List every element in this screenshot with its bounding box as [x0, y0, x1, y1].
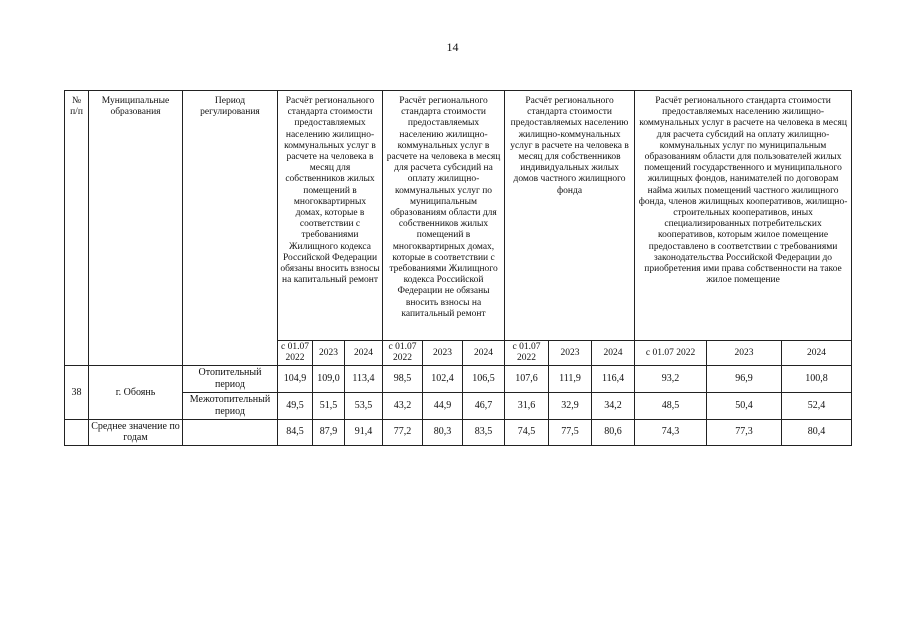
value-cell: 111,9 — [549, 366, 592, 393]
year-cell: 2024 — [463, 341, 505, 366]
value-cell: 80,3 — [423, 419, 463, 446]
empty-cell — [183, 419, 278, 446]
value-cell: 53,5 — [345, 393, 383, 420]
year-cell: 2023 — [549, 341, 592, 366]
value-cell: 91,4 — [345, 419, 383, 446]
value-cell: 51,5 — [313, 393, 345, 420]
value-cell: 34,2 — [592, 393, 635, 420]
value-cell: 74,5 — [505, 419, 549, 446]
value-cell: 83,5 — [463, 419, 505, 446]
year-cell: 2023 — [423, 341, 463, 366]
header-group-3: Расчёт регионального стандарта стоимости предоставляемых населению жилищно-коммунальных услуг в расчете на человека в месяц для собственников индивидуальных жилых домов частного жилищного фонда — [505, 91, 635, 341]
value-cell: 77,3 — [707, 419, 782, 446]
year-cell: 2024 — [345, 341, 383, 366]
value-cell: 43,2 — [383, 393, 423, 420]
value-cell: 32,9 — [549, 393, 592, 420]
value-cell: 100,8 — [782, 366, 852, 393]
year-cell: с 01.07 2022 — [278, 341, 313, 366]
period-label: Межотопительный период — [183, 393, 278, 420]
value-cell: 87,9 — [313, 419, 345, 446]
value-cell: 46,7 — [463, 393, 505, 420]
header-period: Период регулирования — [183, 91, 278, 366]
value-cell: 44,9 — [423, 393, 463, 420]
tariff-table — [64, 90, 852, 446]
year-cell: 2023 — [707, 341, 782, 366]
table-row-average — [65, 419, 852, 446]
value-cell: 52,4 — [782, 393, 852, 420]
value-cell: 104,9 — [278, 366, 313, 393]
header-row — [65, 91, 852, 341]
value-cell: 102,4 — [423, 366, 463, 393]
table-row-heating — [65, 366, 852, 393]
value-cell: 77,5 — [549, 419, 592, 446]
value-cell: 49,5 — [278, 393, 313, 420]
value-cell: 84,5 — [278, 419, 313, 446]
page-number: 14 — [446, 40, 459, 54]
value-cell: 113,4 — [345, 366, 383, 393]
value-cell: 116,4 — [592, 366, 635, 393]
header-group-1: Расчёт регионального стандарта стоимости предоставляемых населению жилищно-коммунальных услуг в расчете на человека в месяц для собственников жилых помещений в многоквартирных домах, которые в соответствии с требованиями Жилищного кодекса Российской Федерации обязаны вносить взносы на капитальный ремонт — [278, 91, 383, 341]
value-cell: 31,6 — [505, 393, 549, 420]
row-number: 38 — [65, 366, 89, 419]
period-label: Отопительный период — [183, 366, 278, 393]
value-cell: 77,2 — [383, 419, 423, 446]
value-cell: 93,2 — [635, 366, 707, 393]
value-cell: 50,4 — [707, 393, 782, 420]
header-group-2: Расчёт регионального стандарта стоимости предоставляемых населению жилищно-коммунальных услуг в расчете на человека в месяц для расчета субсидий на оплату жилищно-коммунальных услуг по муниципальным образованиям области для собственников жилых помещений в многоквартирных домах, которые в соответствии с требованиями Жилищного кодекса Российской Федерации не обязаны вносить взносы на капитальный ремонт — [383, 91, 505, 341]
municipality-name: г. Обоянь — [89, 366, 183, 419]
value-cell: 80,6 — [592, 419, 635, 446]
empty-cell — [65, 419, 89, 446]
year-cell: с 01.07 2022 — [383, 341, 423, 366]
value-cell: 98,5 — [383, 366, 423, 393]
value-cell: 106,5 — [463, 366, 505, 393]
header-num: № п/п — [65, 91, 89, 366]
year-cell: 2024 — [592, 341, 635, 366]
value-cell: 74,3 — [635, 419, 707, 446]
value-cell: 107,6 — [505, 366, 549, 393]
year-cell: с 01.07 2022 — [635, 341, 707, 366]
value-cell: 48,5 — [635, 393, 707, 420]
year-cell: 2024 — [782, 341, 852, 366]
header-group-4: Расчёт регионального стандарта стоимости предоставляемых населению жилищно-коммунальных услуг в расчете на человека в месяц для расчета субсидий на оплату жилищно-коммунальных услуг по муниципальным образованиям области для пользователей жилых помещений государственного и муниципального жилищных фондов, нанимателей по договорам найма жилых помещений частного жилищного фонда, членов жилищных кооперативов, жилищно-строительных кооперативов, иных специализированных потребительских кооперативов, которым жилое помещение предоставлено в соответствии с требованиями законодательства Российской Федерации до приобретения ими права собственности на такое жилое помещение — [635, 91, 852, 341]
value-cell: 80,4 — [782, 419, 852, 446]
header-municipality: Муниципальные образования — [89, 91, 183, 366]
value-cell: 109,0 — [313, 366, 345, 393]
year-cell: 2023 — [313, 341, 345, 366]
value-cell: 96,9 — [707, 366, 782, 393]
year-cell: с 01.07 2022 — [505, 341, 549, 366]
average-label: Среднее значение по годам — [89, 419, 183, 446]
table-row-interheating — [65, 393, 852, 420]
